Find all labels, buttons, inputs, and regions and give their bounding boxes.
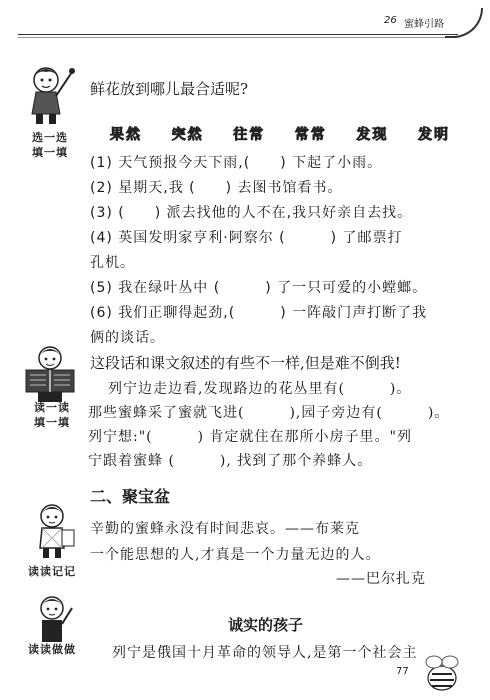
exercise-item-continuation: 孔机。 bbox=[90, 255, 135, 271]
side-label-read: 读一读 bbox=[34, 401, 70, 414]
passage-line: 列宁想:"( ) 肯定就住在那所小房子里。"列 bbox=[88, 429, 412, 445]
story-line: 列宁是俄国十月革命的领导人,是第一个社会主 bbox=[112, 645, 418, 661]
page-number: 77 bbox=[396, 666, 409, 677]
exercise-item: (4) 英国发明家亨利·阿察尔 ( ) 了邮票打 bbox=[90, 230, 403, 246]
side-label-fill: 填一填 bbox=[34, 416, 70, 429]
quote-line: 辛勤的蜜蜂永没有时间悲哀。——布莱克 bbox=[90, 521, 360, 537]
word-bank-item: 突然 bbox=[171, 127, 204, 143]
section2-intro: 这段话和课文叙述的有些不一样,但是难不倒我! bbox=[90, 354, 401, 372]
exercise-item: (2) 星期天,我 ( ) 去图书馆看书。 bbox=[90, 180, 343, 196]
word-bank-item: 发现 bbox=[356, 127, 389, 143]
word-bank-item: 发明 bbox=[417, 127, 450, 143]
exercise-item: (1) 天气预报今天下雨,( ) 下起了小雨。 bbox=[90, 155, 383, 171]
section-title: 二、聚宝盆 bbox=[90, 487, 171, 506]
question-text: 鲜花放到哪儿最合适呢? bbox=[90, 80, 249, 98]
exercise-item: (5) 我在绿叶丛中 ( ) 了一只可爱的小螳螂。 bbox=[90, 280, 428, 296]
word-bank bbox=[110, 124, 450, 144]
word-bank-item: 往常 bbox=[233, 127, 266, 143]
exercise-item-continuation: 俩的谈话。 bbox=[90, 330, 165, 346]
passage-line: 那些蜜蜂采了蜜就飞进( ),园子旁边有( )。 bbox=[88, 405, 450, 421]
quote-line: 一个能思想的人,才真是一个力量无边的人。 bbox=[90, 547, 381, 563]
bee-decoration-icon bbox=[418, 652, 468, 700]
quote-author: ——巴尔扎克 bbox=[336, 571, 426, 587]
side-label-read-do: 读读做做 bbox=[28, 643, 76, 656]
exercise-item: (3) ( ) 派去找他的人不在,我只好亲自去找。 bbox=[90, 205, 413, 221]
passage-line: 宁跟着蜜蜂 ( ), 找到了那个养蜂人。 bbox=[88, 453, 373, 469]
reading-kid-icon bbox=[22, 344, 74, 404]
word-bank-item: 常常 bbox=[294, 127, 327, 143]
header-rule bbox=[18, 34, 458, 35]
passage-line: 列宁边走边看,发现路边的花丛里有( )。 bbox=[108, 381, 412, 397]
side-label-choose: 选一选 bbox=[32, 131, 68, 144]
writing-kid-icon bbox=[28, 500, 80, 560]
header-title: 蜜蜂引路 bbox=[404, 19, 444, 30]
side-label-fill: 填一填 bbox=[32, 146, 68, 159]
header-rule-secondary bbox=[18, 37, 458, 38]
exercise-item: (6) 我们正聊得起劲,( ) 一阵敲门声打断了我 bbox=[90, 305, 428, 321]
header-page-number: 26 bbox=[384, 15, 397, 26]
story-title: 诚实的孩子 bbox=[228, 616, 304, 634]
word-bank-item: 果然 bbox=[110, 127, 142, 143]
painter-boy-icon bbox=[22, 62, 74, 122]
header-page-curl bbox=[445, 8, 483, 38]
side-label-read-remember: 读读记记 bbox=[28, 565, 76, 578]
